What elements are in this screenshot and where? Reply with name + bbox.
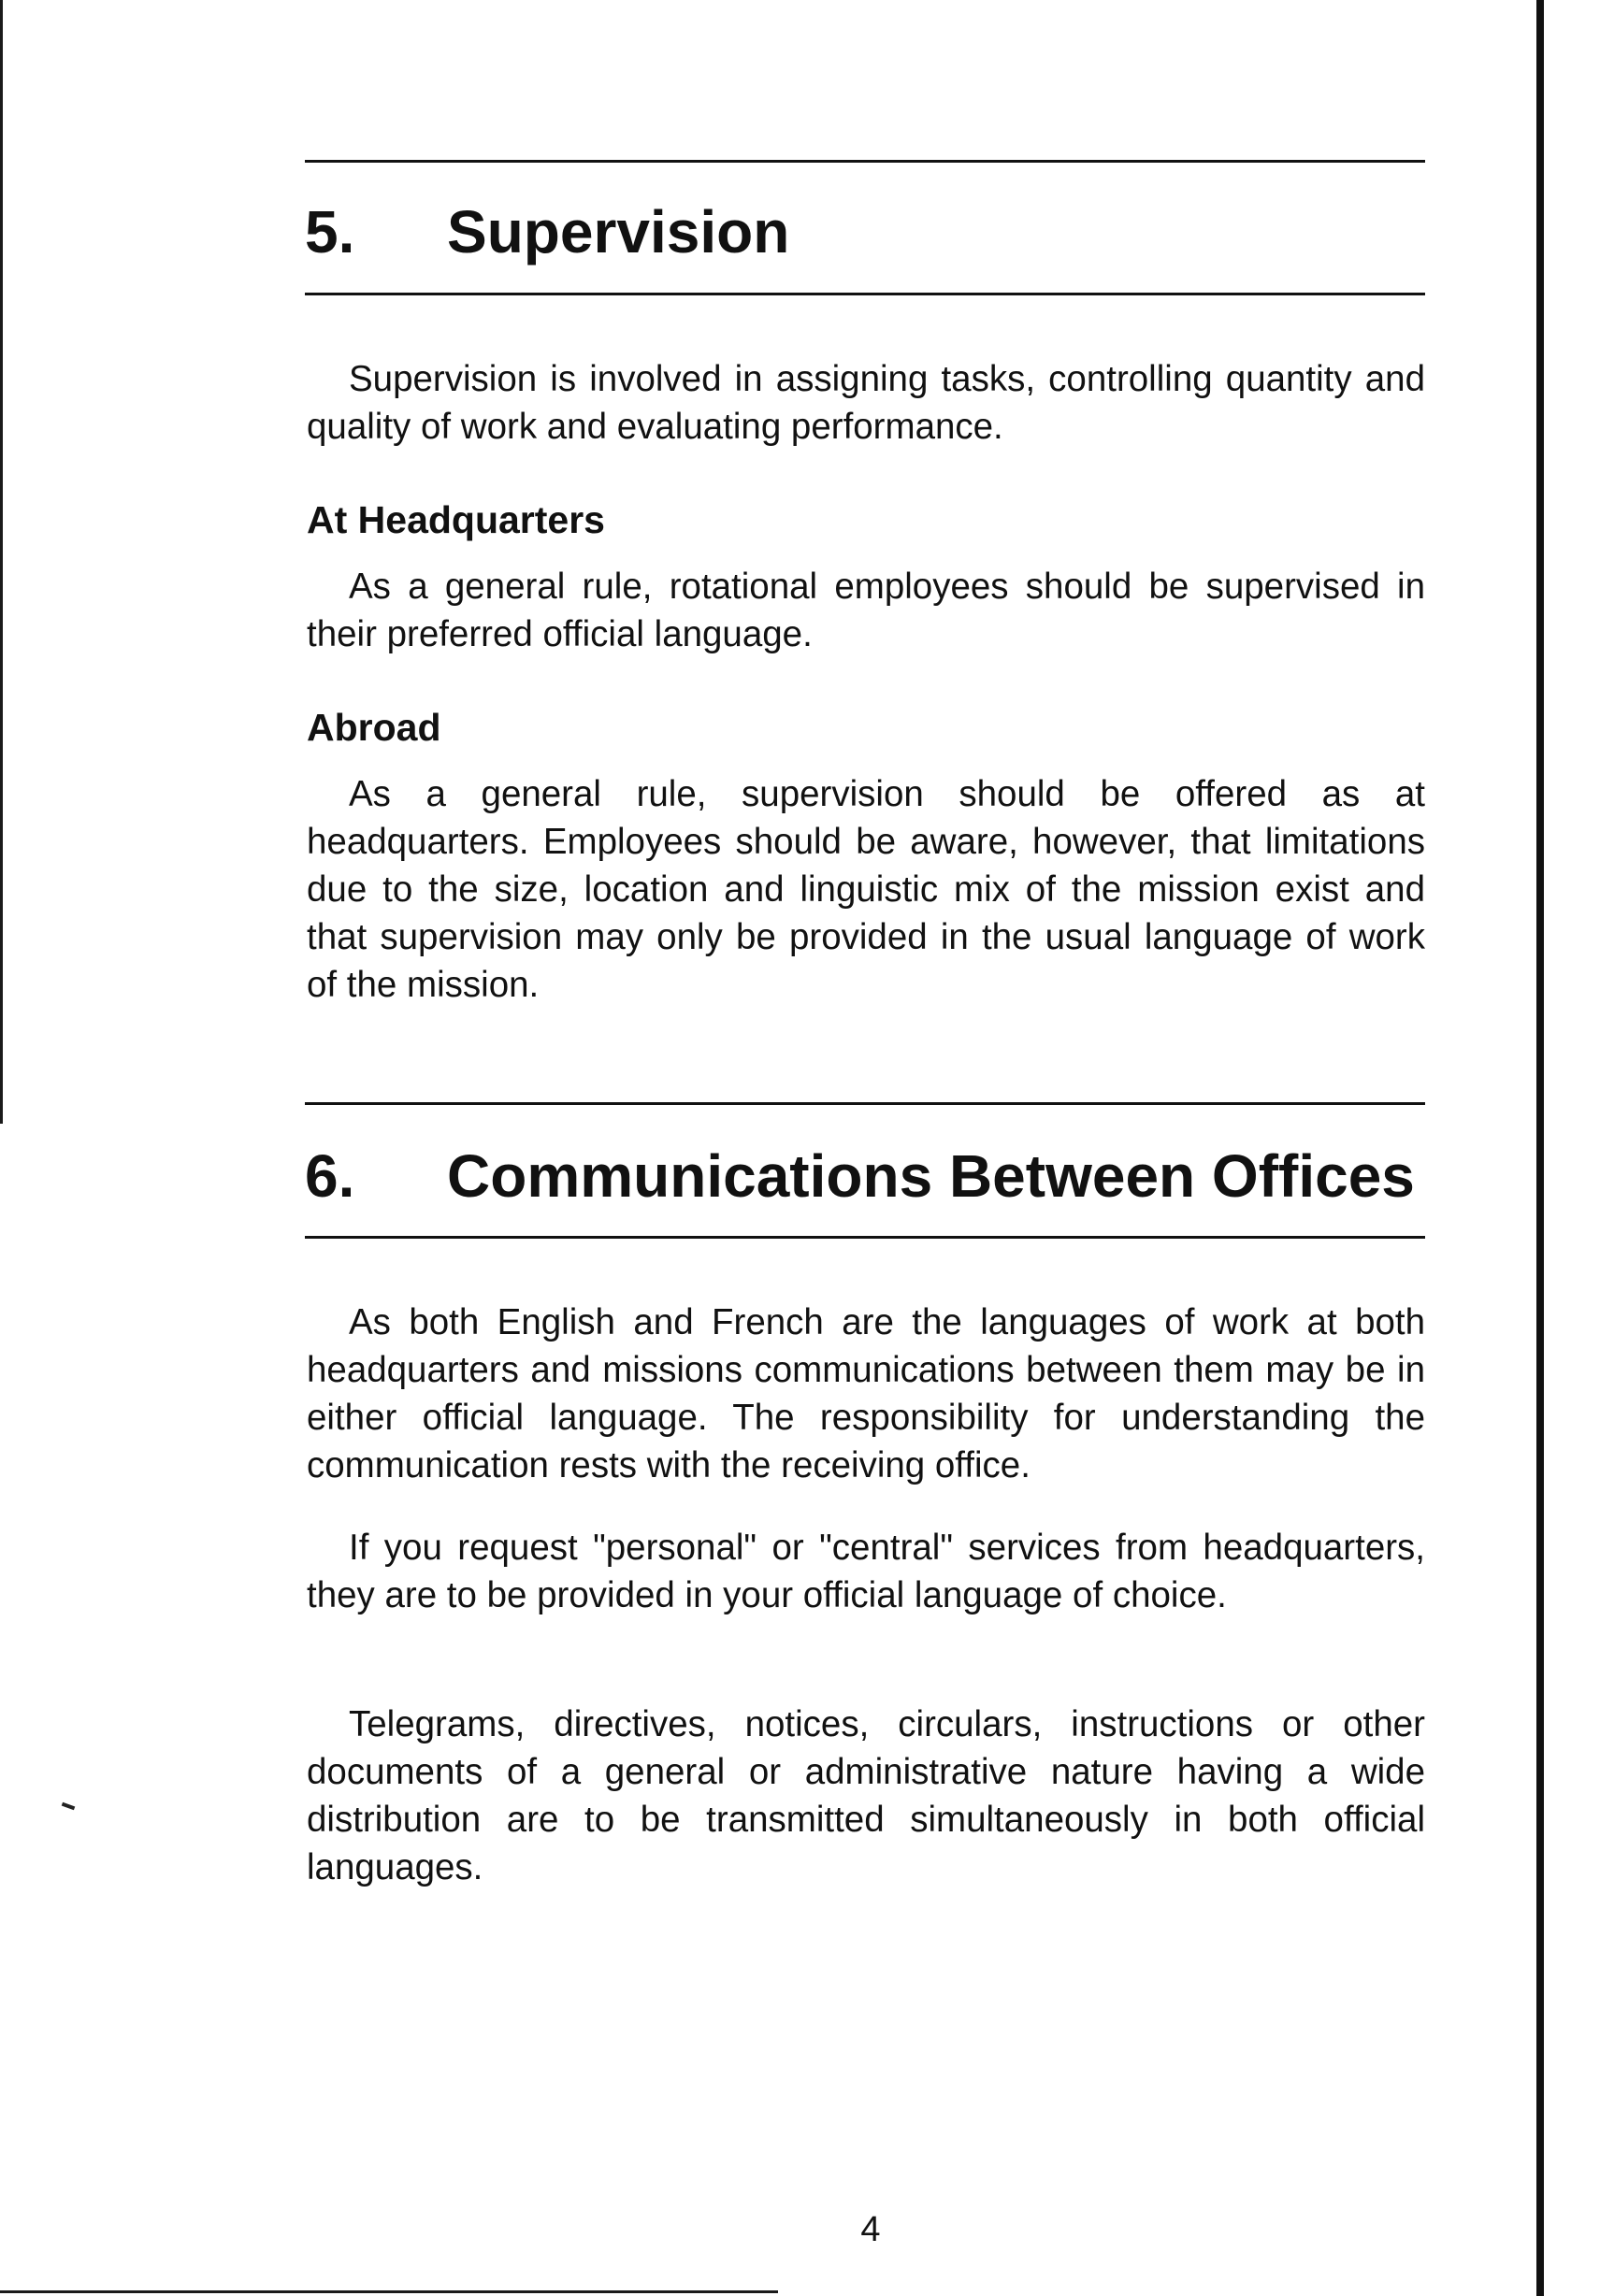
abroad-paragraph: As a general rule, supervision should be offered as at headquarters. Employees should be aware, however, that limitations due to the size, location and linguistic mix of the mission exist and that supervision may only be provided in the usual language of work of the mission. xyxy=(307,774,1425,1005)
section-5-number: 5. xyxy=(305,198,355,265)
headquarters-paragraph: As a general rule, rotational employees should be supervised in their preferred official language. xyxy=(307,567,1425,654)
section-6-top-rule xyxy=(305,1102,1425,1105)
section-6-bottom-rule xyxy=(305,1236,1425,1239)
section-6-title: Communications Between Offices xyxy=(447,1142,1415,1210)
communications-paragraph-3: Telegrams, directives, notices, circulars, instructions or other documents of a general or administrative nature having a wide distribution are to be transmitted simultaneously in both official languages. xyxy=(307,1704,1425,1887)
section-6-number: 6. xyxy=(305,1142,355,1210)
section-5-top-rule xyxy=(305,160,1425,163)
communications-paragraph-1: As both English and French are the languages of work at both headquarters and missions communications between them may be in either official language. The responsibility for understanding the communication rests with the receiving office. xyxy=(307,1302,1425,1485)
page-number: 4 xyxy=(860,2210,881,2249)
page-edge-left xyxy=(0,0,3,1124)
section-5-bottom-rule xyxy=(305,293,1425,295)
section-5-title: Supervision xyxy=(447,198,790,265)
headquarters-heading: At Headquarters xyxy=(307,498,605,541)
abroad-heading: Abroad xyxy=(307,706,441,749)
communications-paragraph-2: If you request "personal" or "central" services from headquarters, they are to be provided in your official language of choice. xyxy=(307,1528,1425,1615)
page-edge-bottom xyxy=(0,2290,778,2293)
scan-speck xyxy=(62,1802,76,1811)
section-5-intro-paragraph: Supervision is involved in assigning tasks, controlling quantity and quality of work and evaluating performance. xyxy=(307,359,1425,447)
page-edge-right xyxy=(1536,0,1544,2296)
